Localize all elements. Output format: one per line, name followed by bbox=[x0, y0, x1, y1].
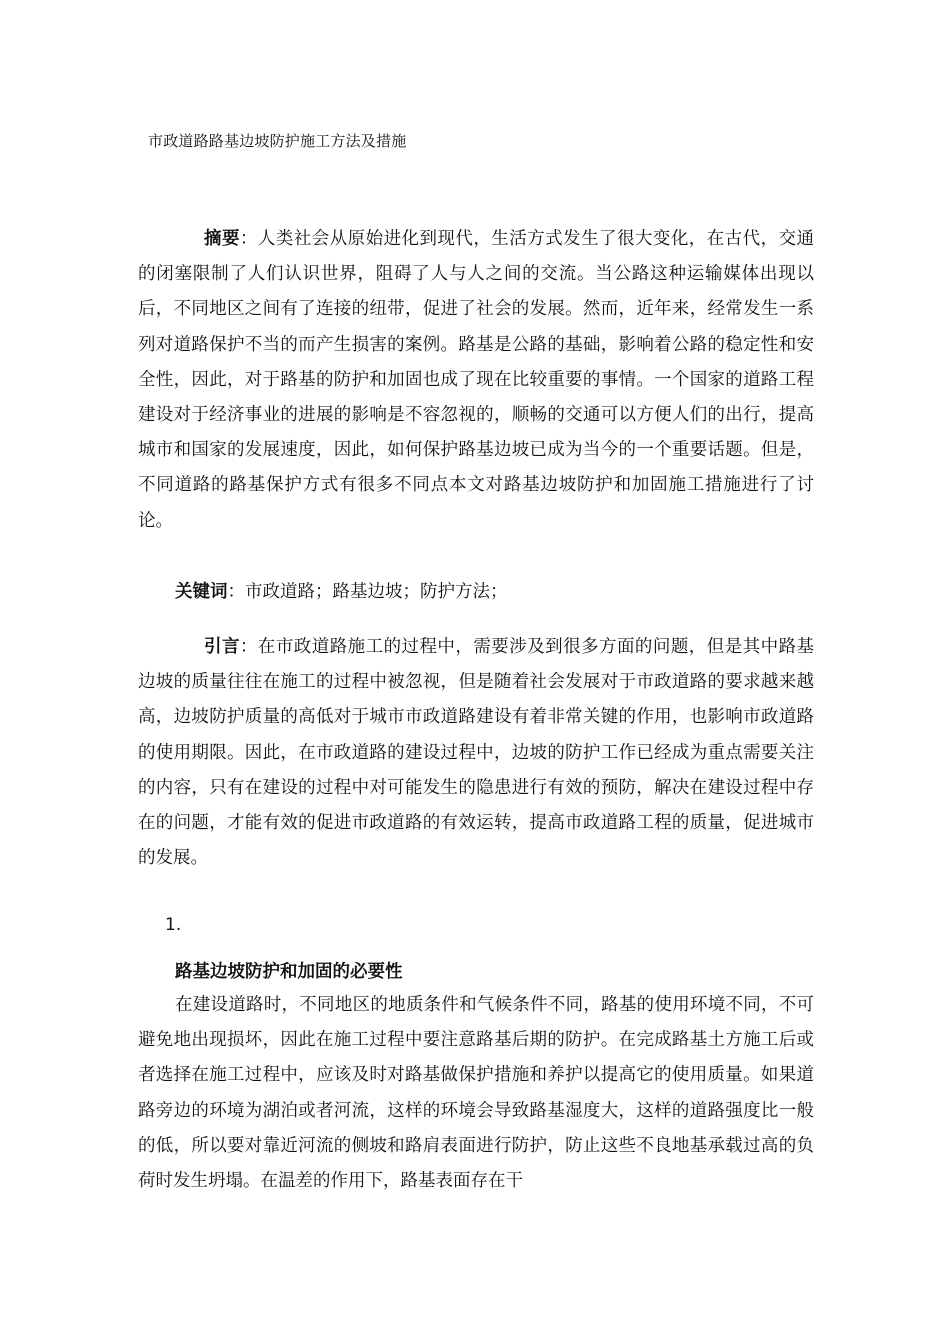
keywords-separator: ： bbox=[227, 582, 245, 602]
abstract-separator: ： bbox=[239, 229, 258, 249]
introduction-label: 引言 bbox=[204, 637, 240, 657]
keywords-line bbox=[175, 575, 815, 610]
introduction-paragraph bbox=[138, 630, 814, 876]
abstract-text: 人类社会从原始进化到现代，生活方式发生了很大变化，在古代，交通的闭塞限制了人们认识世界，阻碍了人与人之间的交流。当公路这种运输媒体出现以后，不同地区之间有了连接的纽带，促进了社会的发展。然而，近年来，经常发生一系列对道路保护不当的而产生损害的案例。路基是公路的基础，影响着公路的稳定性和安全性，因此，对于路基的防护和加固也成了现在比较重要的事情。一个国家的道路工程建设对于经济事业的进展的影响是不容忽视的，顺畅的交通可以方便人们的出行，提高城市和国家的发展速度，因此，如何保护路基边坡已成为当今的一个重要话题。但是，不同道路的路基保护方式有很多不同点本文对路基边坡防护和加固施工措施进行了讨论。 bbox=[138, 229, 815, 531]
introduction-separator: ： bbox=[239, 637, 258, 657]
abstract-paragraph bbox=[138, 222, 814, 539]
keywords-label: 关键词 bbox=[175, 582, 228, 602]
keywords-text: 市政道路；路基边坡；防护方法； bbox=[245, 582, 508, 602]
document-title: 市政道路路基边坡防护施工方法及措施 bbox=[148, 132, 407, 150]
abstract-label: 摘要 bbox=[204, 229, 240, 249]
section-number: 1. bbox=[165, 915, 182, 935]
section-heading: 路基边坡防护和加固的必要性 bbox=[175, 962, 403, 982]
section-body-paragraph: 在建设道路时，不同地区的地质条件和气候条件不同，路基的使用环境不同，不可避免地出现损坏，因此在施工过程中要注意路基后期的防护。在完成路基土方施工后或者选择在施工过程中，应该及时对路基做保护措施和养护以提高它的使用质量。如果道路旁边的环境为湖泊或者河流，这样的环境会导致路基湿度大，这样的道路强度比一般的低，所以要对靠近河流的侧坡和路肩表面进行防护，防止这些不良地基承载过高的负荷时发生坍塌。在温差的作用下，路基表面存在干 bbox=[138, 995, 814, 1192]
introduction-text: 在市政道路施工的过程中，需要涉及到很多方面的问题，但是其中路基边坡的质量往往在施工的过程中被忽视，但是随着社会发展对于市政道路的要求越来越高，边坡防护质量的高低对于城市市政道路建设有着非常关键的作用，也影响市政道路的使用期限。因此，在市政道路的建设过程中，边坡的防护工作已经成为重点需要关注的内容，只有在建设的过程中对可能发生的隐患进行有效的预防，解决在建设过程中存在的问题，才能有效的促进市政道路的有效运转，提高市政道路工程的质量，促进城市的发展。 bbox=[138, 637, 815, 869]
